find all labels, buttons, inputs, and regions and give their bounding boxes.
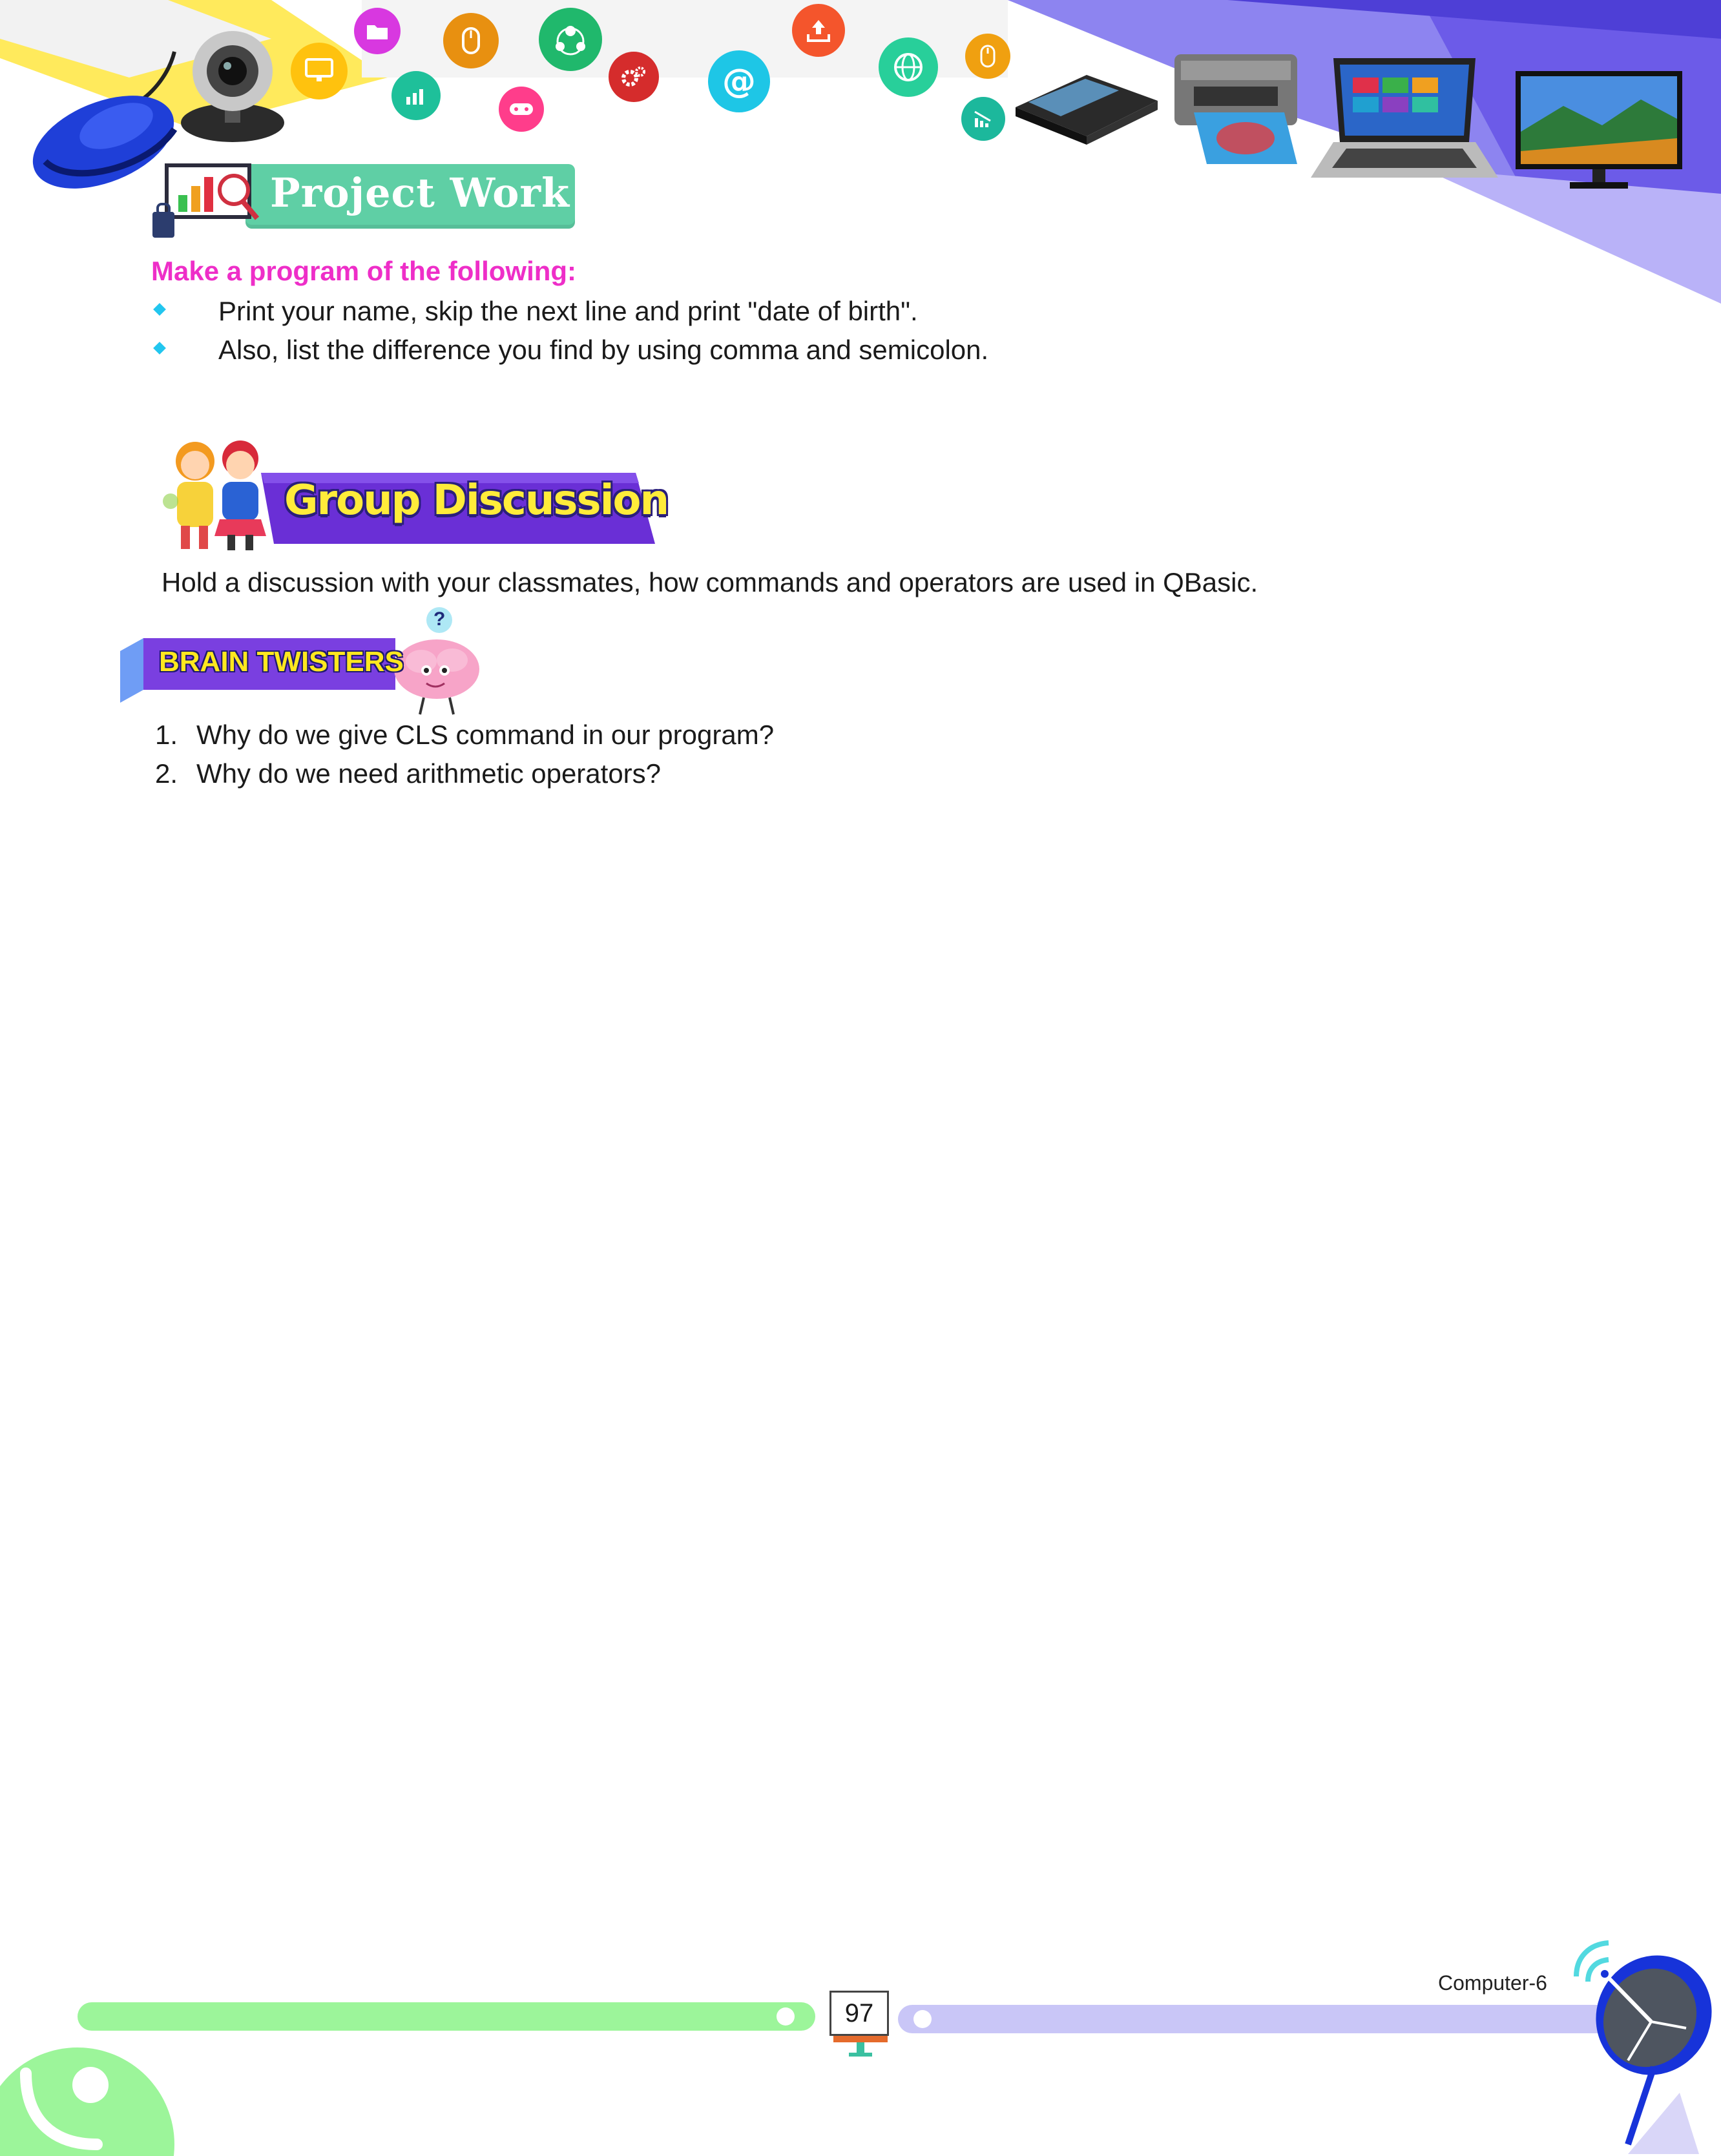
- question-mark-icon: ?: [433, 608, 446, 630]
- network-people-icon: [539, 8, 602, 71]
- diamond-bullet-icon: [153, 303, 166, 316]
- list-item-text: Print your name, skip the next line and print "date of birth".: [218, 296, 918, 326]
- mouse-small-icon: [443, 13, 499, 68]
- mouse-small-icon-2: [965, 34, 1010, 79]
- webcam-icon: [168, 26, 291, 155]
- presentation-board-icon: [150, 150, 273, 247]
- monitor-landscape-icon: [1512, 67, 1686, 196]
- page-number: 97: [829, 1991, 889, 2036]
- gamepad-icon: [499, 87, 544, 132]
- decline-chart-icon: [961, 97, 1005, 141]
- monitor-icon: [291, 43, 348, 99]
- globe-icon: [879, 37, 938, 97]
- list-item-text: Also, list the difference you find by using comma and semicolon.: [218, 335, 989, 365]
- question-number: 1.: [155, 720, 178, 750]
- gears-icon: [609, 52, 659, 102]
- diamond-bullet-icon: [153, 342, 166, 355]
- question-text: Why do we give CLS command in our program?: [196, 720, 775, 750]
- project-instruction-heading: Make a program of the following:: [151, 256, 577, 286]
- project-work-title: Project Work: [270, 169, 570, 216]
- question-number: 2.: [155, 758, 178, 789]
- footer-decoration: [0, 1931, 1721, 2156]
- laptop-icon: [1308, 52, 1501, 187]
- folder-icon: [354, 8, 401, 54]
- group-discussion-title: Group Discussion: [284, 477, 669, 524]
- scanner-icon: [1009, 62, 1164, 146]
- printer-icon: [1168, 41, 1304, 171]
- book-title-label: Computer-6: [1438, 1971, 1547, 1995]
- brain-twisters-title: BRAIN TWISTERS: [159, 646, 404, 678]
- at-sign-icon: @: [708, 50, 770, 112]
- bar-chart-icon: [391, 71, 441, 120]
- upload-icon: [792, 4, 845, 57]
- group-discussion-text: Hold a discussion with your classmates, how commands and operators are used in QBasic.: [162, 567, 1258, 597]
- question-text: Why do we need arithmetic operators?: [196, 758, 662, 789]
